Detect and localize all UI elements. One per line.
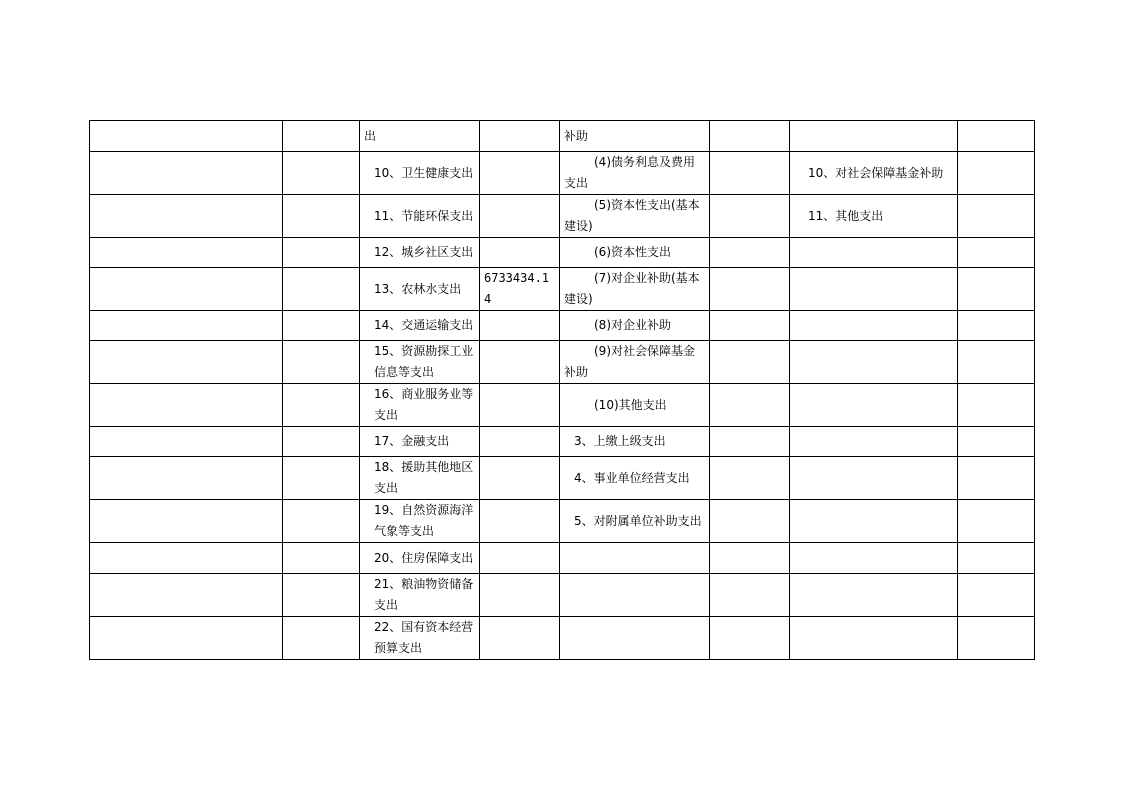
table-cell xyxy=(958,427,1035,457)
table-cell xyxy=(790,311,958,341)
table-cell xyxy=(790,427,958,457)
table-cell xyxy=(283,384,360,427)
table-cell xyxy=(283,195,360,238)
table-cell xyxy=(90,195,283,238)
table-cell: 11、其他支出 xyxy=(790,195,958,238)
table-cell xyxy=(710,238,790,268)
table-cell xyxy=(560,543,710,574)
table-cell xyxy=(710,121,790,152)
table-cell xyxy=(710,311,790,341)
table-cell xyxy=(90,121,283,152)
table-cell xyxy=(480,543,560,574)
table-cell xyxy=(790,384,958,427)
table-cell: (5)资本性支出(基本建设) xyxy=(560,195,710,238)
table-row xyxy=(90,152,1035,195)
table-row xyxy=(90,574,1035,617)
table-cell: 出 xyxy=(360,121,480,152)
table-cell: 10、对社会保障基金补助 xyxy=(790,152,958,195)
table-cell xyxy=(283,500,360,543)
table-cell: 20、住房保障支出 xyxy=(360,543,480,574)
table-cell xyxy=(790,238,958,268)
table-cell xyxy=(480,195,560,238)
table-cell xyxy=(90,384,283,427)
table-cell: 补助 xyxy=(560,121,710,152)
table-cell xyxy=(958,341,1035,384)
table-cell xyxy=(480,238,560,268)
table-row xyxy=(90,268,1035,311)
table-cell: (10)其他支出 xyxy=(560,384,710,427)
table-cell xyxy=(283,574,360,617)
table-cell xyxy=(283,152,360,195)
table-cell xyxy=(283,543,360,574)
table-cell xyxy=(958,121,1035,152)
table-cell xyxy=(90,543,283,574)
table-cell xyxy=(958,384,1035,427)
table-cell xyxy=(283,617,360,660)
table-cell xyxy=(560,574,710,617)
table-row xyxy=(90,238,1035,268)
table-cell: 14、交通运输支出 xyxy=(360,311,480,341)
table-cell xyxy=(90,152,283,195)
budget-table xyxy=(89,120,1035,660)
table-cell xyxy=(90,268,283,311)
table-cell xyxy=(283,268,360,311)
table-cell xyxy=(480,457,560,500)
table-cell: 16、商业服务业等支出 xyxy=(360,384,480,427)
table-cell: (9)对社会保障基金补助 xyxy=(560,341,710,384)
table-cell: (6)资本性支出 xyxy=(560,238,710,268)
table-cell xyxy=(958,268,1035,311)
table-cell xyxy=(90,311,283,341)
table-cell xyxy=(560,617,710,660)
table-cell xyxy=(710,268,790,311)
table-cell: 21、粮油物资储备支出 xyxy=(360,574,480,617)
table-cell xyxy=(710,617,790,660)
table-cell xyxy=(90,617,283,660)
table-cell: 17、金融支出 xyxy=(360,427,480,457)
table-cell xyxy=(283,457,360,500)
table-row xyxy=(90,543,1035,574)
table-cell xyxy=(90,500,283,543)
table-cell: 15、资源勘探工业信息等支出 xyxy=(360,341,480,384)
table-cell: 10、卫生健康支出 xyxy=(360,152,480,195)
table-cell: (4)债务利息及费用支出 xyxy=(560,152,710,195)
table-cell xyxy=(283,341,360,384)
table-cell xyxy=(710,500,790,543)
table-cell: 22、国有资本经营预算支出 xyxy=(360,617,480,660)
table-row xyxy=(90,617,1035,660)
table-cell xyxy=(710,195,790,238)
table-cell xyxy=(790,268,958,311)
table-row xyxy=(90,121,1035,152)
table-row xyxy=(90,341,1035,384)
table-cell xyxy=(710,543,790,574)
table-cell xyxy=(790,121,958,152)
table-cell xyxy=(710,574,790,617)
table-cell: 4、事业单位经营支出 xyxy=(560,457,710,500)
table-cell xyxy=(90,427,283,457)
table-cell xyxy=(283,427,360,457)
table-cell: 3、上缴上级支出 xyxy=(560,427,710,457)
table-cell: 11、节能环保支出 xyxy=(360,195,480,238)
table-cell xyxy=(710,152,790,195)
table-cell: 5、对附属单位补助支出 xyxy=(560,500,710,543)
table-cell xyxy=(710,427,790,457)
table-cell xyxy=(958,311,1035,341)
table-cell xyxy=(90,341,283,384)
table-cell xyxy=(710,384,790,427)
table-cell xyxy=(480,384,560,427)
table-cell: 6733434.14 xyxy=(480,268,560,311)
table-cell xyxy=(480,341,560,384)
table-cell xyxy=(480,311,560,341)
table-cell xyxy=(480,617,560,660)
table-cell xyxy=(790,457,958,500)
table-cell: (7)对企业补助(基本建设) xyxy=(560,268,710,311)
table-cell xyxy=(480,500,560,543)
table-row xyxy=(90,195,1035,238)
table-cell: 18、援助其他地区支出 xyxy=(360,457,480,500)
table-cell: 19、自然资源海洋气象等支出 xyxy=(360,500,480,543)
table-cell xyxy=(790,341,958,384)
table-cell: 13、农林水支出 xyxy=(360,268,480,311)
table-cell xyxy=(480,121,560,152)
table-cell xyxy=(958,195,1035,238)
table-cell: 12、城乡社区支出 xyxy=(360,238,480,268)
table-cell xyxy=(90,574,283,617)
table-cell xyxy=(958,457,1035,500)
table-cell xyxy=(958,238,1035,268)
table-row xyxy=(90,457,1035,500)
table-cell xyxy=(480,574,560,617)
table-cell xyxy=(283,121,360,152)
table-cell xyxy=(710,341,790,384)
table-row xyxy=(90,384,1035,427)
table-cell xyxy=(480,152,560,195)
table-cell xyxy=(790,617,958,660)
table-cell xyxy=(283,311,360,341)
table-cell xyxy=(958,543,1035,574)
table-cell xyxy=(958,574,1035,617)
table-cell: (8)对企业补助 xyxy=(560,311,710,341)
table-cell xyxy=(790,500,958,543)
table-row xyxy=(90,500,1035,543)
table-cell xyxy=(480,427,560,457)
table-cell xyxy=(710,457,790,500)
table-cell xyxy=(958,500,1035,543)
table-cell xyxy=(790,543,958,574)
table-row xyxy=(90,427,1035,457)
table-cell xyxy=(90,238,283,268)
table-cell xyxy=(790,574,958,617)
table-cell xyxy=(90,457,283,500)
table-cell xyxy=(958,617,1035,660)
table-row xyxy=(90,311,1035,341)
table-cell xyxy=(283,238,360,268)
table-cell xyxy=(958,152,1035,195)
